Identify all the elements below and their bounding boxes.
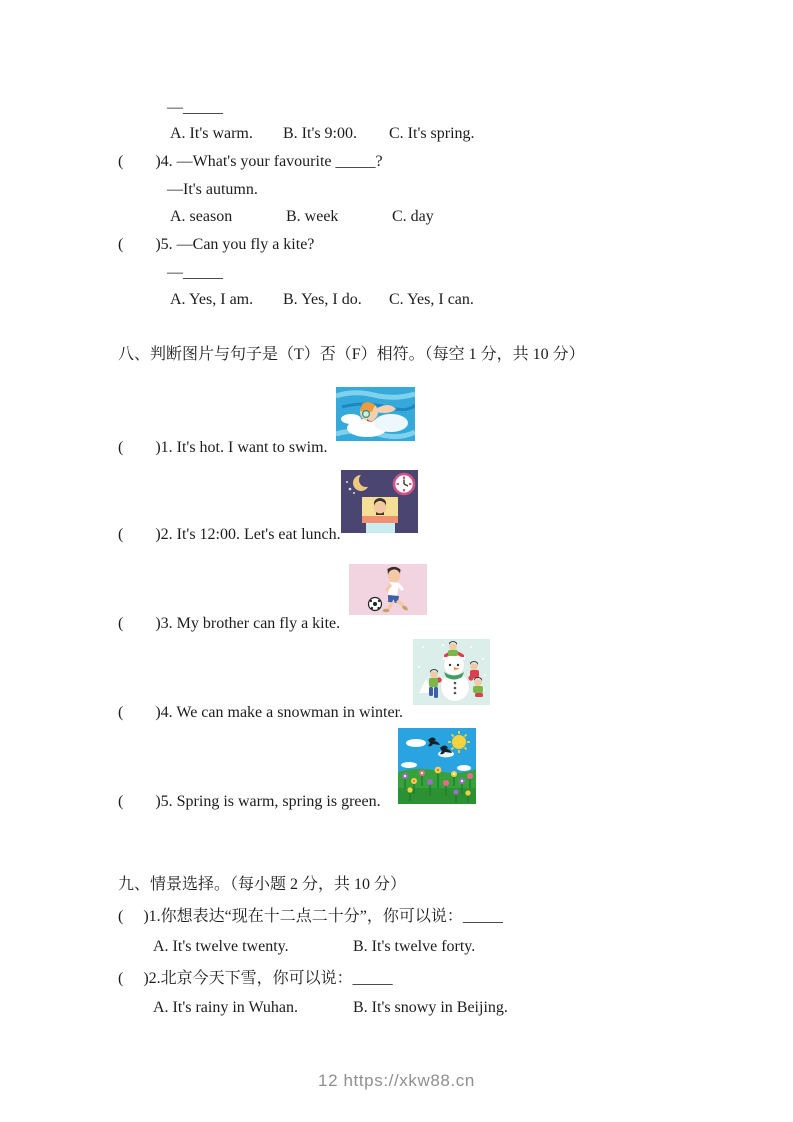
part9-q1: ( )1.你想表达“现在十二点二十分”，你可以说：_____	[118, 908, 503, 925]
part9-title: 九、情景选择。（每小题 2 分，共 10 分）	[118, 876, 407, 893]
q3-answer-blank: —_____	[167, 99, 223, 116]
part8-item-5: ( )5. Spring is warm, spring is green.	[118, 793, 381, 810]
q4-option-b: B. week	[286, 208, 339, 225]
part9-q2-option-a: A. It's rainy in Wuhan.	[153, 999, 299, 1016]
q5-answer-blank: —_____	[167, 264, 223, 281]
part8-item-3: ( )3. My brother can fly a kite.	[118, 615, 341, 632]
q5-option-c: C. Yes, I can.	[389, 291, 474, 308]
part8-item-1: ( )1. It's hot. I want to swim.	[118, 439, 328, 456]
q5-option-a: A. Yes, I am.	[170, 291, 254, 308]
q5-option-b: B. Yes, I do.	[283, 291, 362, 308]
q3-option-b: B. It's 9:00.	[283, 125, 357, 142]
part9-q1-option-b: B. It's twelve forty.	[353, 938, 476, 955]
child-swimming-illustration	[336, 387, 415, 441]
spring-meadow-illustration	[398, 728, 476, 804]
part9-q2-option-b: B. It's snowy in Beijing.	[353, 999, 508, 1016]
q3-option-c: C. It's spring.	[389, 125, 475, 142]
q5-question: ( )5. —Can you fly a kite?	[118, 236, 315, 253]
q3-option-a: A. It's warm.	[170, 125, 253, 142]
part8-title: 八、判断图片与句子是（T）否（F）相符。（每空 1 分，共 10 分）	[118, 346, 585, 363]
part9-q1-option-a: A. It's twelve twenty.	[153, 938, 289, 955]
q4-option-c: C. day	[392, 208, 434, 225]
boy-kicking-football-illustration	[349, 564, 427, 615]
page-number: 12	[318, 1071, 339, 1090]
watermark-url: https://xkw88.cn	[343, 1071, 475, 1090]
children-snowman-winter-illustration	[413, 639, 490, 705]
part8-item-4: ( )4. We can make a snowman in winter.	[118, 704, 404, 721]
q4-question: ( )4. —What's your favourite _____?	[118, 153, 383, 170]
page-footer	[0, 1071, 793, 1091]
q4-reply: —It's autumn.	[167, 181, 258, 198]
part8-item-2: ( )2. It's 12:00. Let's eat lunch.	[118, 526, 341, 543]
boy-sleeping-night-illustration	[341, 470, 418, 533]
q4-option-a: A. season	[170, 208, 233, 225]
part9-q2: ( )2.北京今天下雪，你可以说：_____	[118, 970, 393, 987]
